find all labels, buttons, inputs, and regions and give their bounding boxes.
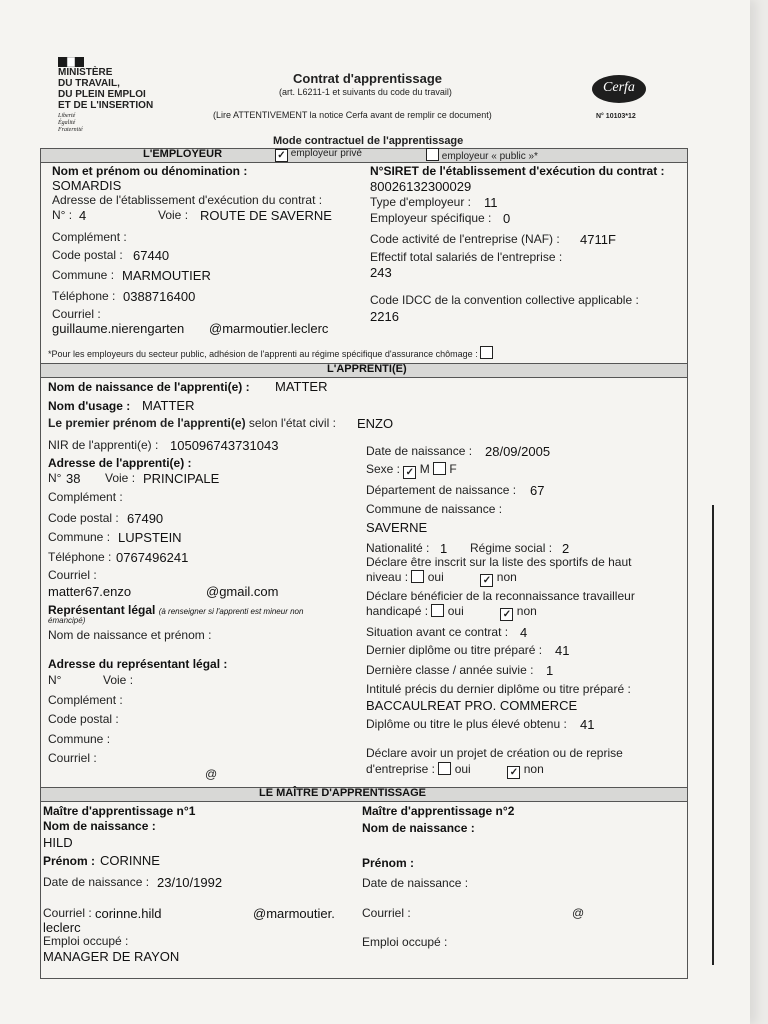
last-class-value[interactable]: 1: [546, 663, 554, 678]
apprentice-usualname-value[interactable]: MATTER: [142, 398, 195, 413]
republic-motto: Liberté Égalité Fraternité: [58, 113, 83, 133]
employer-email-label: Courriel :: [52, 307, 101, 321]
sex-m-checkbox[interactable]: ✓: [403, 466, 416, 479]
employer-complement-label: Complément :: [52, 230, 127, 244]
birth-city-label: Commune de naissance :: [366, 502, 503, 516]
apprentice-firstname-label: Le premier prénom de l'apprenti(e) selon l'état civil :: [48, 416, 336, 430]
mentor1-title: Maître d'apprentissage n°1: [43, 804, 196, 818]
birth-department-value[interactable]: 67: [530, 483, 545, 498]
disability-field: handicapé : oui ✓ non: [366, 604, 537, 620]
mentor1-job-value[interactable]: MANAGER DE RAYON: [43, 949, 180, 964]
idcc-label: Code IDCC de la convention collective applicable :: [370, 293, 639, 307]
siret-value[interactable]: 80026132300029: [370, 179, 472, 194]
nationality-label: Nationalité :: [366, 541, 430, 555]
mentor1-job-label: Emploi occupé :: [43, 934, 129, 948]
apprentice-city-label: Commune :: [48, 530, 111, 544]
apprentice-birthname-value[interactable]: MATTER: [275, 379, 328, 394]
rep-postcode-label: Code postal :: [48, 712, 119, 726]
birth-city-value[interactable]: SAVERNE: [366, 520, 428, 535]
mentor1-birthdate-value[interactable]: 23/10/1992: [157, 875, 223, 890]
employer-number-value[interactable]: 4: [79, 208, 87, 223]
ministry-name: MINISTÈRE DU TRAVAIL, DU PLEIN EMPLOI ET DE L'INSERTION: [58, 67, 154, 111]
employer-heading: L'EMPLOYEUR: [143, 148, 223, 160]
mentor1-firstname-label: Prénom :: [43, 854, 96, 868]
private-employer-option[interactable]: ✓ employeur privé: [275, 148, 362, 162]
rep-name-label: Nom de naissance et prénom :: [48, 628, 212, 642]
nir-value[interactable]: 105096743731043: [170, 438, 279, 453]
naf-label: Code activité de l'entreprise (NAF) :: [370, 232, 560, 246]
public-employer-checkbox[interactable]: [426, 148, 439, 161]
page-edge-line: [712, 505, 714, 965]
mentor2-email-at: @: [572, 906, 585, 920]
specific-employer-value[interactable]: 0: [503, 211, 511, 226]
employer-name-value[interactable]: SOMARDIS: [52, 178, 122, 193]
sex-field: Sexe : ✓ M F: [366, 462, 457, 478]
employer-street-label: Voie :: [158, 208, 189, 222]
diploma-title-label: Intitulé précis du dernier diplôme ou titre préparé :: [366, 682, 631, 696]
rep-street-label: Voie :: [103, 673, 134, 687]
apprentice-complement-label: Complément :: [48, 490, 123, 504]
mentor1-birthdate-label: Date de naissance :: [43, 875, 150, 889]
employer-address-label: Adresse de l'établissement d'exécution du contrat :: [52, 193, 323, 207]
employer-name-label: Nom et prénom ou dénomination :: [52, 164, 248, 178]
employer-number-label: N° :: [52, 208, 73, 222]
rep-complement-label: Complément :: [48, 693, 123, 707]
mentor2-email-label: Courriel :: [362, 906, 411, 920]
last-diploma-label: Dernier diplôme ou titre préparé :: [366, 643, 543, 657]
employer-postcode-value[interactable]: 67440: [133, 248, 170, 263]
mentor1-birthname-value[interactable]: HILD: [43, 835, 73, 850]
apprentice-number-label: N°: [48, 471, 62, 485]
social-regime-label: Régime social :: [470, 541, 553, 555]
mentor1-email-extra[interactable]: leclerc: [43, 920, 81, 935]
siret-label: N°SIRET de l'établissement d'exécution du contrat :: [370, 164, 665, 178]
form-notice: (Lire ATTENTIVEMENT la notice Cerfa avant de remplir ce document): [213, 110, 492, 120]
apprentice-postcode-label: Code postal :: [48, 511, 119, 525]
naf-value[interactable]: 4711F: [580, 232, 616, 247]
mentor-heading: LE MAÎTRE D'APPRENTISSAGE: [259, 787, 427, 799]
employer-postcode-label: Code postal :: [52, 248, 123, 262]
business-project-field: d'entreprise : oui ✓ non: [366, 762, 544, 778]
employer-street-value[interactable]: ROUTE DE SAVERNE: [200, 208, 332, 223]
last-class-label: Dernière classe / année suivie :: [366, 663, 534, 677]
apprentice-address-label: Adresse de l'apprenti(e) :: [48, 456, 192, 470]
mentor1-firstname-value[interactable]: CORINNE: [100, 853, 160, 868]
apprentice-email-label: Courriel :: [48, 568, 97, 582]
apprentice-firstname-value[interactable]: ENZO: [357, 416, 394, 431]
headcount-label: Effectif total salariés de l'entreprise :: [370, 250, 563, 264]
disability-label: Déclare bénéficier de la reconnaissance travailleur: [366, 589, 635, 603]
legal-representative-note: émancipé): [48, 616, 86, 625]
form-subtitle: (art. L6211-1 et suivants du code du travail): [279, 87, 452, 97]
apprentice-street-value[interactable]: PRINCIPALE: [143, 471, 220, 486]
apprentice-birthname-label: Nom de naissance de l'apprenti(e) :: [48, 380, 250, 394]
apprentice-usualname-label: Nom d'usage :: [48, 399, 131, 413]
nir-label: NIR de l'apprenti(e) :: [48, 438, 159, 452]
mentor2-firstname-label: Prénom :: [362, 856, 415, 870]
public-employer-option[interactable]: employeur « public »*: [426, 148, 538, 162]
rep-number-label: N°: [48, 673, 62, 687]
employer-type-label: Type d'employeur :: [370, 195, 472, 209]
contract-mode: Mode contractuel de l'apprentissage: [273, 135, 464, 147]
apprentice-heading: L'APPRENTI(E): [327, 363, 407, 375]
public-sector-note: *Pour les employeurs du secteur public, adhésion de l'apprenti au régime spécifique d'assurance chômage :: [48, 346, 493, 359]
apprentice-postcode-value[interactable]: 67490: [127, 511, 164, 526]
employer-phone-label: Téléphone :: [52, 289, 116, 303]
employer-email-user[interactable]: guillaume.nierengarten: [52, 321, 185, 336]
apprentice-email-domain[interactable]: @gmail.com: [206, 584, 279, 599]
disability-non-checkbox[interactable]: ✓: [500, 608, 513, 621]
nationality-value[interactable]: 1: [440, 541, 448, 556]
form-title: Contrat d'apprentissage: [293, 71, 443, 86]
birth-department-label: Département de naissance :: [366, 483, 517, 497]
mentor2-birthname-label: Nom de naissance :: [362, 821, 475, 835]
athlete-label: Déclare être inscrit sur la liste des sportifs de haut: [366, 555, 632, 569]
cerfa-number: N° 10103*12: [596, 113, 636, 120]
business-project-label: Déclare avoir un projet de création ou de reprise: [366, 746, 623, 760]
rep-address-label: Adresse du représentant légal :: [48, 657, 228, 671]
rep-email-label: Courriel :: [48, 751, 97, 765]
birthdate-value[interactable]: 28/09/2005: [485, 444, 551, 459]
idcc-value[interactable]: 2216: [370, 309, 399, 324]
project-non-checkbox[interactable]: ✓: [507, 766, 520, 779]
project-oui-checkbox[interactable]: [438, 762, 451, 775]
headcount-value[interactable]: 243: [370, 265, 392, 280]
specific-employer-label: Employeur spécifique :: [370, 211, 492, 225]
mentor1-birthname-label: Nom de naissance :: [43, 819, 156, 833]
social-regime-value[interactable]: 2: [562, 541, 570, 556]
unemployment-insurance-checkbox[interactable]: [480, 346, 493, 359]
apprentice-street-label: Voie :: [105, 471, 136, 485]
athlete-field: niveau : oui ✓ non: [366, 570, 517, 586]
sex-f-checkbox[interactable]: [433, 462, 446, 475]
employer-type-value[interactable]: 11: [484, 195, 498, 210]
mentor2-job-label: Emploi occupé :: [362, 935, 448, 949]
athlete-non-checkbox[interactable]: ✓: [480, 574, 493, 587]
employer-band: [40, 148, 688, 163]
highest-diploma-label: Diplôme ou titre le plus élevé obtenu :: [366, 717, 567, 731]
disability-oui-checkbox[interactable]: [431, 604, 444, 617]
mentor2-title: Maître d'apprentissage n°2: [362, 804, 515, 818]
situation-value[interactable]: 4: [520, 625, 528, 640]
apprentice-city-value[interactable]: LUPSTEIN: [118, 530, 182, 545]
last-diploma-value[interactable]: 41: [555, 643, 570, 658]
private-employer-checkbox[interactable]: ✓: [275, 149, 288, 162]
mentor1-email-user[interactable]: corinne.hild: [95, 906, 162, 921]
birthdate-label: Date de naissance :: [366, 444, 473, 458]
situation-label: Situation avant ce contrat :: [366, 625, 509, 639]
apprentice-phone-value[interactable]: 0767496241: [116, 550, 189, 565]
employer-city-label: Commune :: [52, 268, 115, 282]
mentor2-birthdate-label: Date de naissance :: [362, 876, 469, 890]
athlete-oui-checkbox[interactable]: [411, 570, 424, 583]
highest-diploma-value[interactable]: 41: [580, 717, 595, 732]
employer-email-domain[interactable]: @marmoutier.leclerc: [209, 321, 329, 336]
cerfa-logo: Cerfa: [591, 74, 647, 104]
rep-city-label: Commune :: [48, 732, 111, 746]
republic-flag-icon: [58, 54, 84, 64]
employer-city-value[interactable]: MARMOUTIER: [122, 268, 211, 283]
apprentice-number-value[interactable]: 38: [66, 471, 81, 486]
legal-representative-label: Représentant légal (à renseigner si l'apprenti est mineur non: [48, 603, 304, 617]
apprentice-phone-label: Téléphone :: [48, 550, 112, 564]
mentor1-email-domain[interactable]: @marmoutier.: [253, 906, 335, 921]
apprentice-email-user[interactable]: matter67.enzo: [48, 584, 132, 599]
employer-phone-value[interactable]: 0388716400: [123, 289, 196, 304]
mentor1-email-label: Courriel :: [43, 906, 92, 920]
diploma-title-value[interactable]: BACCAULREAT PRO. COMMERCE: [366, 698, 578, 713]
rep-email-at: @: [205, 767, 218, 781]
